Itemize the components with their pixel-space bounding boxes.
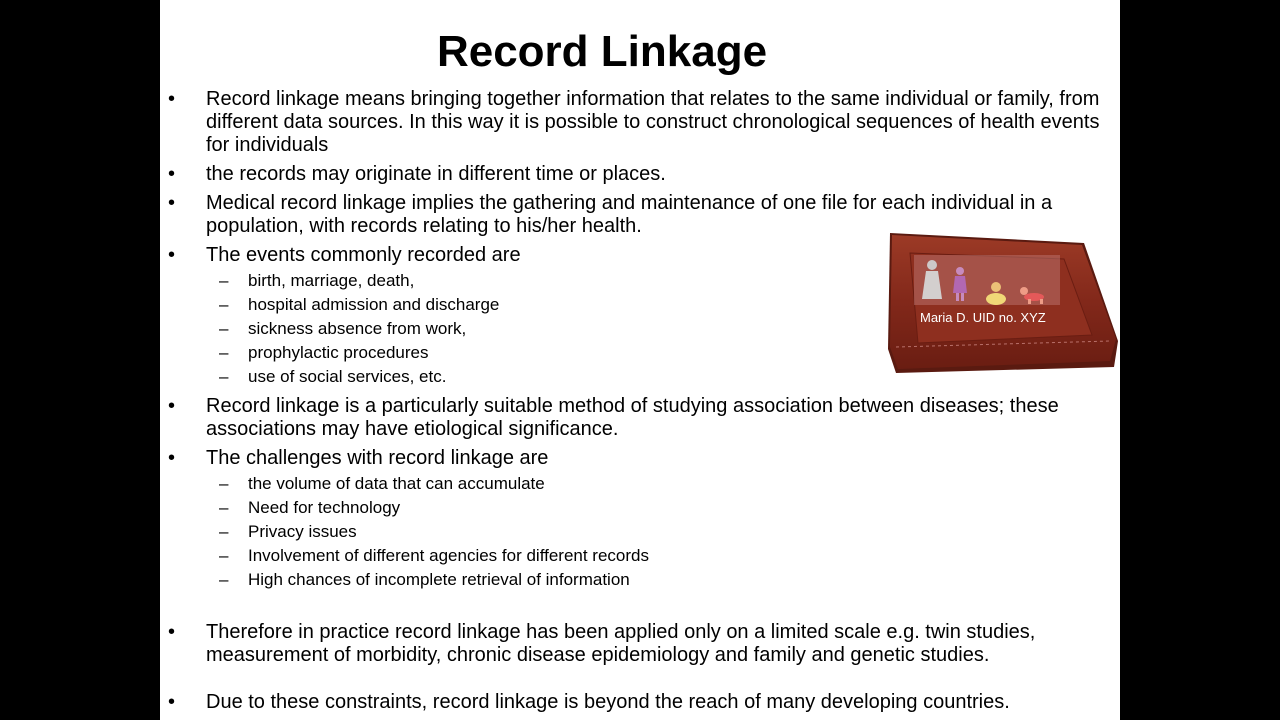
record-folder-icon	[888, 229, 1120, 373]
challenge-item: – the volume of data that can accumulate	[206, 472, 1116, 496]
challenge-item: – Privacy issues	[206, 520, 1116, 544]
event-item: – prophylactic procedures	[206, 341, 1116, 365]
bullet-definition: • Record linkage means bringing together information that relates to the same individual or family, from different data sources. In this way it is possible to construct chronological sequences of health events for individuals	[160, 88, 1120, 157]
event-item: – hospital admission and discharge	[206, 293, 1116, 317]
bullet-constraints: • Due to these constraints, record linkage is beyond the reach of many developing countries.	[160, 691, 1120, 714]
bullet-list	[160, 82, 1120, 714]
bullet-practice: • Therefore in practice record linkage has been applied only on a limited scale e.g. twin studies, measurement of morbidity, chronic disease epidemiology and family and genetic studies.	[160, 621, 1120, 667]
folder-label: Maria D. UID no. XYZ	[920, 310, 1046, 325]
slide-title: Record Linkage	[436, 27, 768, 76]
challenges-sublist	[206, 472, 1116, 592]
event-item: – sickness absence from work,	[206, 317, 1116, 341]
bullet-association: • Record linkage is a particularly suitable method of studying association between diseases; these associations may have etiological significance.	[160, 395, 1120, 441]
slide	[160, 0, 1120, 720]
bullet-challenges-label: The challenges with record linkage are	[206, 447, 549, 469]
challenge-item: – Involvement of different agencies for different records	[206, 544, 1116, 568]
bullet-medical-linkage: • Medical record linkage implies the gathering and maintenance of one file for each individual in a population, with records relating to his/her health.	[160, 192, 1120, 238]
event-item: – birth, marriage, death,	[206, 269, 1116, 293]
bullet-challenges	[160, 447, 1120, 592]
record-folder-image	[888, 229, 1120, 373]
challenge-item: – Need for technology	[206, 496, 1116, 520]
bullet-events-label: The events commonly recorded are	[206, 244, 521, 266]
bullet-origin: • the records may originate in different time or places.	[160, 163, 1120, 186]
event-item: – use of social services, etc.	[206, 365, 1116, 389]
challenge-item: – High chances of incomplete retrieval of information	[206, 568, 1116, 592]
